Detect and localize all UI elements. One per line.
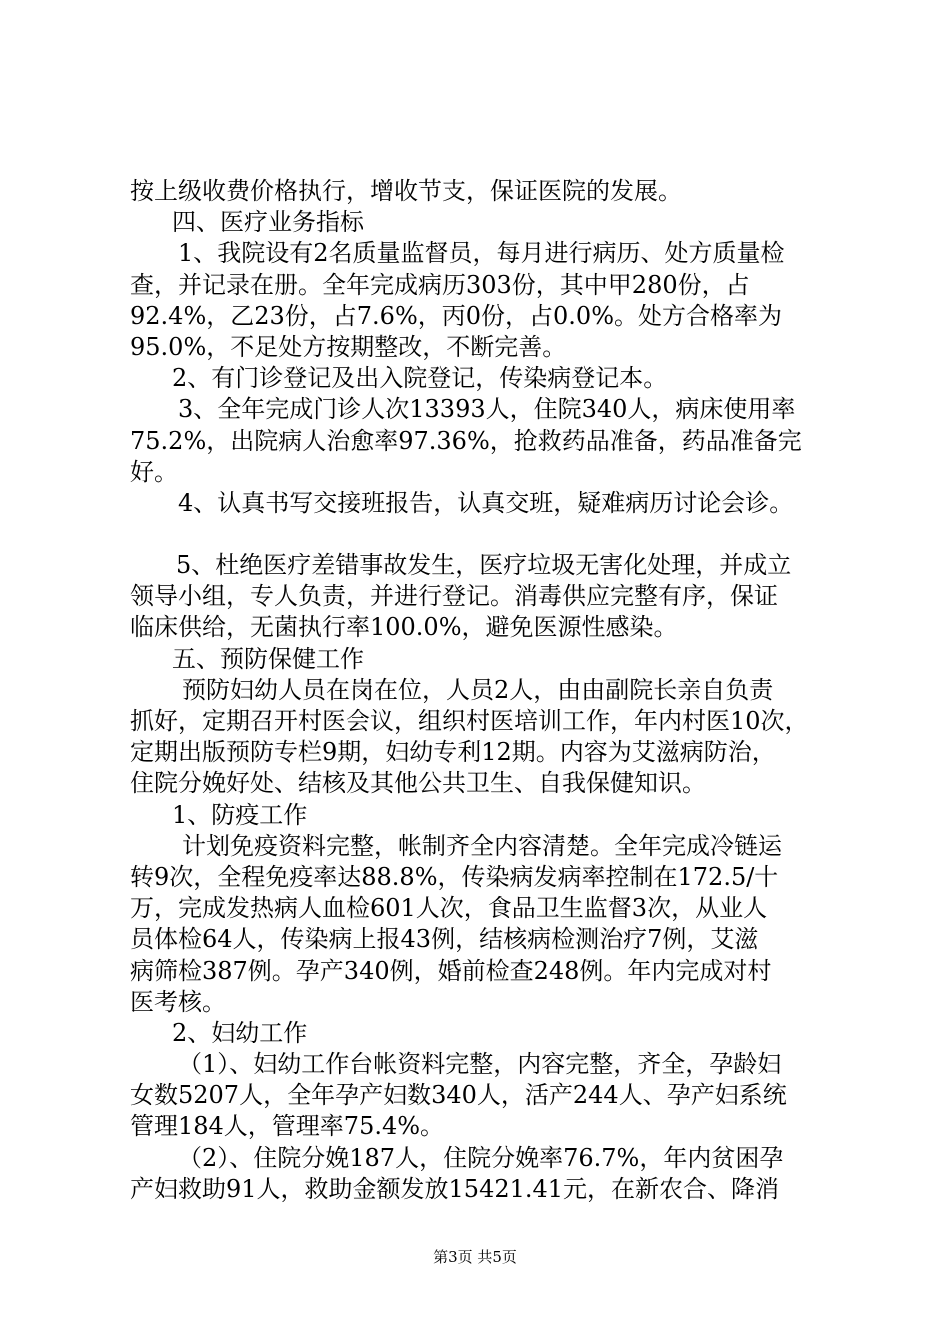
text-line: 住院分娩好处、结核及其他公共卫生、自我保健知识。 (130, 769, 706, 798)
text-line: 病筛检387例。孕产340例，婚前检查248例。年内完成对村 (130, 956, 772, 985)
text-line: 按上级收费价格执行，增收节支，保证医院的发展。 (130, 177, 682, 205)
text-line: （2）、住院分娩187人，住院分娩率76.7%，年内贫困孕 (178, 1143, 784, 1172)
text-line: 管理184人，管理率75.4%。 (130, 1112, 445, 1141)
text-line: 员体检64人，传染病上报43例，结核病检测治疗7例，艾滋 (130, 925, 759, 954)
blank-line (130, 519, 830, 550)
text-line: 四、医疗业务指标 (172, 208, 364, 237)
text-line: 计划免疫资料完整，帐制齐全内容清楚。全年完成冷链运 (182, 831, 782, 860)
text-line: 92.4%，乙23份，占7.6%，丙0份，占0.0%。处方合格率为 (130, 301, 782, 330)
text-line: 75.2%，出院病人治愈率97.36%，抢救药品准备，药品准备完 (130, 426, 802, 455)
text-line: 4、认真书写交接班报告，认真交班，疑难病历讨论会诊。 (178, 488, 794, 517)
text-line: 万，完成发热病人血检601人次，食品卫生监督3次，从业人 (130, 894, 768, 923)
text-line: 5、杜绝医疗差错事故发生，医疗垃圾无害化处理，并成立 (176, 551, 792, 580)
text-line: 3、全年完成门诊人次13393人，住院340人，病床使用率 (178, 395, 796, 424)
text-line: 1、防疫工作 (172, 800, 308, 829)
text-line: 临床供给，无菌执行率100.0%，避免医源性感染。 (130, 613, 678, 642)
text-line: 产妇救助91人，救助金额发放15421.41元，在新农合、降消 (130, 1174, 780, 1203)
text-line: 医考核。 (130, 987, 226, 1016)
text-line: 95.0%，不足处方按期整改，不断完善。 (130, 332, 567, 361)
text-line: 五、预防保健工作 (172, 644, 364, 673)
text-line: 1、我院设有2名质量监督员，每月进行病历、处方质量检 (178, 239, 785, 268)
text-line: 2、妇幼工作 (172, 1018, 308, 1047)
text-line: 女数5207人，全年孕产妇数340人，活产244人、孕产妇系统 (130, 1081, 787, 1110)
text-line: 预防妇幼人员在岗在位，人员2人，由由副院长亲自负责 (182, 675, 774, 704)
text-line: 2、有门诊登记及出入院登记，传染病登记本。 (172, 364, 668, 393)
text-line: 抓好，定期召开村医会议，组织村医培训工作，年内村医10次， (130, 707, 809, 735)
document-body (130, 176, 830, 1205)
text-line: （1）、妇幼工作台帐资料完整，内容完整，齐全，孕龄妇 (178, 1050, 782, 1079)
text-line: 领导小组，专人负责，并进行登记。消毒供应完整有序，保证 (130, 582, 778, 611)
page-footer: 第3页 共5页 (433, 1248, 517, 1266)
text-line: 定期出版预防专栏9期，妇幼专利12期。内容为艾滋病防治， (130, 738, 776, 767)
text-line: 好。 (130, 457, 178, 486)
text-line: 查，并记录在册。全年完成病历303份，其中甲280份，占 (130, 270, 750, 299)
text-line: 转9次，全程免疫率达88.8%，传染病发病率控制在172.5/十 (130, 862, 779, 891)
